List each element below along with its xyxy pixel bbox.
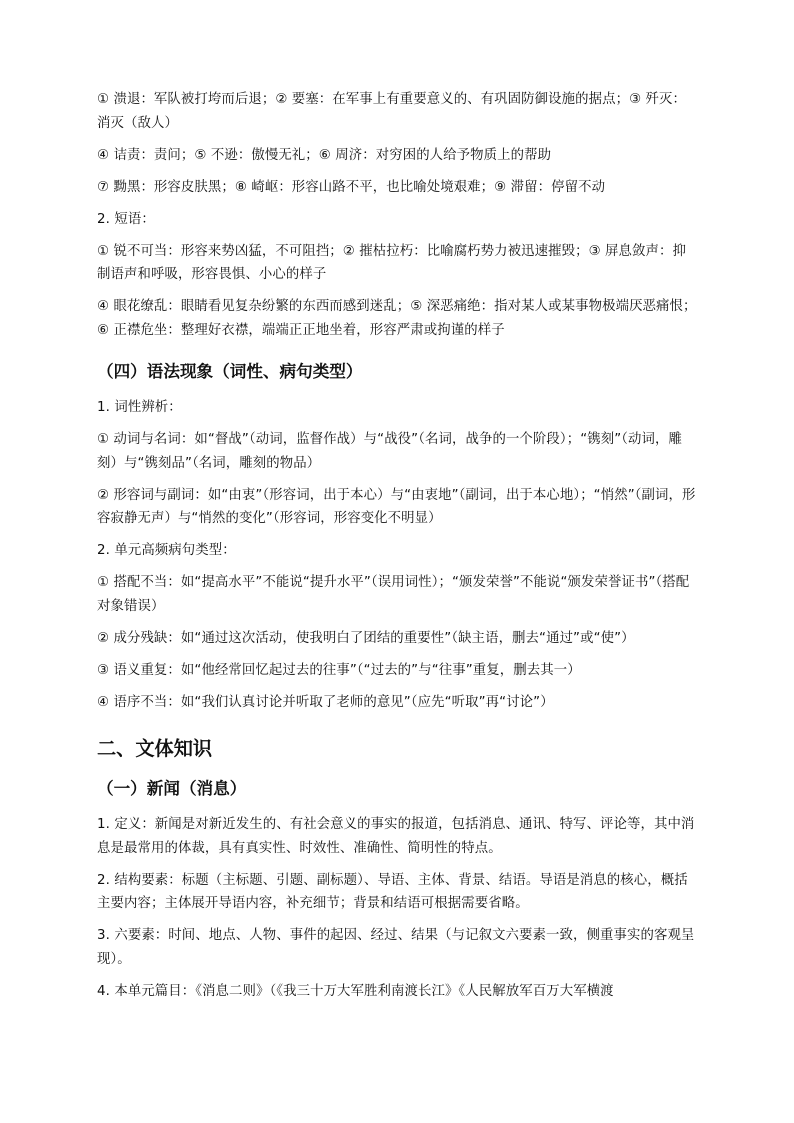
news-heading: （一）新闻（消息） — [97, 779, 247, 798]
vocab-line-3: ⑦ 黝黑：形容皮肤黑；⑧ 崎岖：形容山路不平，也比喻处境艰难；⑨ 滞留：停留不动 — [97, 179, 606, 195]
news-line-3: 3. 六要素：时间、地点、人物、事件的起因、经过、结果（与记叙文六要素一致，侧重事实的客观呈现）。 — [97, 928, 695, 967]
sentence-line-4: ④ 语序不当：如“我们认真讨论并听取了老师的意见”（应先“听取”再“讨论”） — [97, 694, 554, 710]
vocab-line-1: ① 溃退：军队被打垮而后退；② 要塞：在军事上有重要意义的、有巩固防御设施的据点；③ 歼灭：消灭（敌人） — [97, 92, 687, 131]
section-2-heading: 二、文体知识 — [97, 737, 213, 760]
sentence-line-3: ③ 语义重复：如“他经常回忆起过去的往事”（“过去的”与“往事”重复，删去其一） — [97, 662, 581, 678]
phrase-line-2: ④ 眼花缭乱：眼睛看见复杂纷繁的东西而感到迷乱；⑤ 深恶痛绝：指对某人或某事物极端厌恶痛恨；⑥ 正襟危坐：整理好衣襟，端端正正地坐着，形容严肃或拘谨的样子 — [97, 299, 697, 338]
phrases-heading: 2. 短语： — [97, 211, 155, 227]
pos-line-1: ① 动词与名词：如“督战”（动词，监督作战）与“战役”（名词，战争的一个阶段）；“镌刻”（动词，雕刻）与“镌刻品”（名词，雕刻的物品） — [97, 432, 682, 471]
news-line-2: 2. 结构要素：标题（主标题、引题、副标题）、导语、主体、背景、结语。导语是消息的核心，概括主要内容；主体展开导语内容，补充细节；背景和结语可根据需要省略。 — [97, 872, 688, 911]
sentence-heading: 2. 单元高频病句类型： — [97, 543, 236, 558]
news-line-1: 1. 定义：新闻是对新近发生的、有社会意义的事实的报道，包括消息、通讯、特写、评论等，其中消息是最常用的体裁，具有真实性、时效性、准确性、简明性的特点。 — [97, 817, 695, 856]
pos-heading: 1. 词性辨析： — [97, 400, 182, 415]
grammar-heading: （四）语法现象（词性、病句类型） — [97, 362, 363, 381]
sentence-line-2: ② 成分残缺：如“通过这次活动，使我明白了团结的重要性”（缺主语，删去“通过”或“使”） — [97, 630, 635, 646]
document-page — [97, 88, 697, 1012]
sentence-line-1: ① 搭配不当：如“提高水平”不能说“提升水平”（误用词性）；“颁发荣誉”不能说“颁发荣誉证书”（搭配对象错误） — [97, 575, 690, 614]
vocab-line-2: ④ 诘责：责问；⑤ 不逊：傲慢无礼；⑥ 周济：对穷困的人给予物质上的帮助 — [97, 147, 552, 163]
phrase-line-1: ① 锐不可当：形容来势凶猛，不可阻挡；② 摧枯拉朽：比喻腐朽势力被迅速摧毁；③ 屏息敛声：抑制语声和呼吸，形容畏惧、小心的样子 — [97, 243, 687, 282]
pos-line-2: ② 形容词与副词：如“由衷”（形容词，出于本心）与“由衷地”（副词，出于本心地）；“悄然”（副词，形容寂静无声）与“悄然的变化”（形容词，形容变化不明显） — [97, 487, 696, 526]
news-line-4: 4. 本单元篇目：《消息二则》（《我三十万大军胜利南渡长江》《人民解放军百万大军横渡 — [97, 983, 614, 999]
